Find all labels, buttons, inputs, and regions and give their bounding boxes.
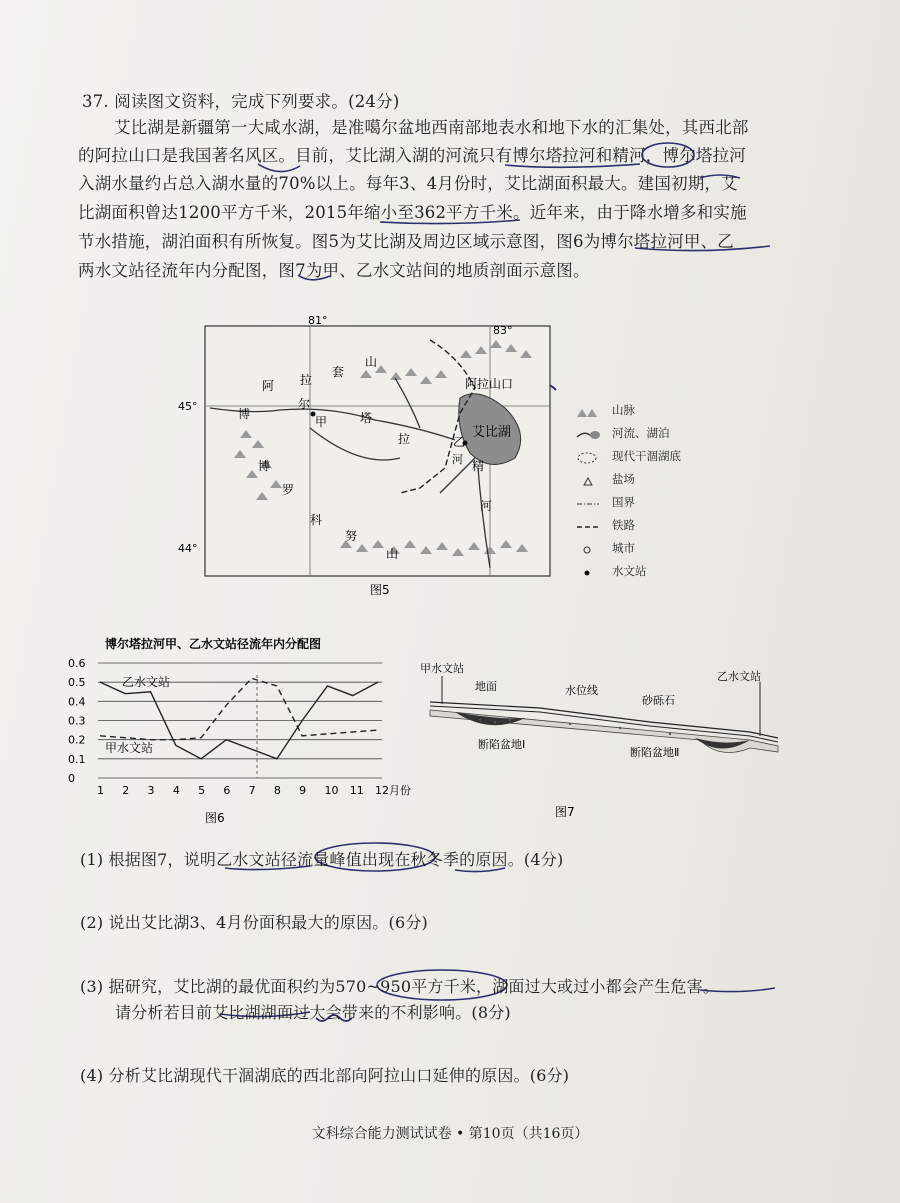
paragraph-line-1: 艾比湖是新疆第一大咸水湖，是准噶尔盆地西南部地表水和地下水的汇集处，其西北部 <box>114 118 749 137</box>
series-jia-label: 甲水文站 <box>105 741 154 755</box>
profile-label-basin1: 断陷盆地Ⅰ <box>478 738 526 751</box>
y-tick-label: 0 <box>68 772 75 785</box>
legend-dry-lakebed: 现代干涸湖底 <box>612 449 681 463</box>
y-tick-label: 0.2 <box>68 733 86 747</box>
label-shan-north: 山 <box>365 355 378 369</box>
salt-legend-icon <box>575 473 601 487</box>
label-jing-he: 河 <box>480 499 493 513</box>
label-alashankou: 阿拉山口 <box>465 377 514 391</box>
x-tick-label: 8 <box>273 784 281 797</box>
x-tick-label: 6 <box>223 784 231 797</box>
legend-railway: 铁路 <box>612 518 635 532</box>
lat-label-45: 45° <box>178 400 198 413</box>
label-hu-ke: 科 <box>310 513 323 527</box>
legend-river-lake: 河流、湖泊 <box>612 426 670 440</box>
x-tick-label: 3 <box>147 784 155 797</box>
x-tick-label: 9 <box>299 784 307 797</box>
station-legend-icon <box>575 565 601 579</box>
x-tick-label: 2 <box>122 784 130 797</box>
y-tick-label: 0.6 <box>68 657 86 670</box>
city-legend-icon <box>575 542 601 556</box>
runoff-chart <box>60 630 411 830</box>
lon-label-83: 83° <box>493 324 513 337</box>
paragraph-line-4: 比湖面积曾达1200平方千米，2015年缩小至362平方千米。近年来，由于降水增多和实施 <box>78 203 747 222</box>
page-footer: 文科综合能力测试试卷 • 第10页（共16页） <box>311 1126 589 1142</box>
chart-title: 博尔塔拉河甲、乙水文站径流年内分配图 <box>105 637 322 651</box>
x-tick-label: 1 <box>97 784 104 797</box>
label-river-la2: 拉 <box>398 432 411 446</box>
lon-label-81: 81° <box>308 314 328 327</box>
y-tick-label: 0.3 <box>68 714 86 728</box>
legend-border: 国界 <box>612 495 635 509</box>
subquestion-2: (2) 说出艾比湖3、4月份面积最大的原因。(6分) <box>80 913 428 932</box>
label-river-la: 拉 <box>300 373 313 387</box>
label-jing: 精 <box>472 459 485 473</box>
subquestion-3: (3) 据研究，艾比湖的最优面积约为570~950平方千米，湖面过大或过小都会产生危害。 <box>80 977 720 996</box>
paragraph-line-2: 的阿拉山口是我国著名风区。目前，艾比湖入湖的河流只有博尔塔拉河和精河，博尔塔拉河 <box>78 146 746 165</box>
profile-caption: 图7 <box>555 805 575 819</box>
subquestion-4: (4) 分析艾比湖现代干涸湖底的西北部向阿拉山口延伸的原因。(6分) <box>80 1066 570 1085</box>
mountain-legend-icon <box>575 404 601 418</box>
water-line <box>430 706 778 742</box>
chart-caption: 图6 <box>205 811 225 825</box>
series-yi-label: 乙水文站 <box>122 675 171 689</box>
paragraph-line-5: 节水措施，湖泊面积有所恢复。图5为艾比湖及周边区域示意图，图6为博尔塔拉河甲、乙 <box>78 232 734 251</box>
paragraph-line-3: 入湖水量约占总入湖水量的70%以上。每年3、4月份时，艾比湖面积最大。建国初期，艾 <box>78 174 738 193</box>
label-hu-nu: 努 <box>345 529 358 543</box>
label-river-a: 阿 <box>262 379 275 393</box>
paragraph-line-6: 两水文站径流年内分配图，图7为甲、乙水文站间的地质剖面示意图。 <box>78 261 590 280</box>
map-caption: 图5 <box>370 583 390 597</box>
river-legend-icon <box>575 427 601 441</box>
profile-label-gravel: 砂砾石 <box>642 694 675 707</box>
y-tick-label: 0.4 <box>68 695 86 709</box>
profile-label-basin2: 断陷盆地Ⅱ <box>630 746 680 759</box>
legend-station: 水文站 <box>612 564 647 578</box>
dry-lake-legend-icon <box>575 450 601 464</box>
y-tick-label: 0.5 <box>68 676 86 690</box>
circle-huiji <box>642 143 694 167</box>
x-tick-label: 4 <box>172 784 180 797</box>
label-he: 河 <box>452 453 463 466</box>
label-hu-bo: 博 <box>258 459 271 473</box>
label-tao: 套 <box>332 365 345 379</box>
x-tick-label: 10 <box>324 784 339 797</box>
legend-city: 城市 <box>612 541 635 555</box>
railway-legend-icon <box>575 519 601 533</box>
label-river-er: 尔 <box>298 397 311 411</box>
label-yi: 乙 <box>453 435 466 449</box>
profile-figure <box>420 660 790 825</box>
profile-label-yi: 乙水文站 <box>717 670 761 683</box>
profile-label-jia: 甲水文站 <box>420 662 464 675</box>
subquestion-3-cont: 请分析若目前艾比湖湖面过大会带来的不利影响。(8分) <box>115 1003 511 1022</box>
legend-salt-field: 盐场 <box>612 472 635 486</box>
label-hu-luo: 罗 <box>282 483 295 497</box>
underline-surface <box>505 164 640 167</box>
mark-fengqu <box>258 164 300 172</box>
question-title: 37. 阅读图文资料，完成下列要求。(24分) <box>82 92 400 111</box>
label-river-bo: 博 <box>238 407 251 421</box>
legend-mountain: 山脉 <box>612 403 635 417</box>
label-lake: 艾比湖 <box>472 425 512 440</box>
x-tick-label: 11 <box>349 784 364 797</box>
profile-label-water: 水位线 <box>565 684 598 697</box>
border-legend-icon <box>575 496 601 510</box>
subquestion-1: (1) 根据图7，说明乙水文站径流量峰值出现在秋冬季的原因。(4分) <box>80 850 564 869</box>
lat-label-44: 44° <box>178 542 198 555</box>
profile-label-ground: 地面 <box>475 680 497 693</box>
x-tick-label: 7 <box>248 784 256 797</box>
x-tick-label: 12月份 <box>375 784 411 797</box>
x-tick-label: 5 <box>198 784 206 797</box>
label-jia: 甲 <box>315 415 328 429</box>
label-river-ta: 塔 <box>360 411 373 425</box>
y-tick-label: 0.1 <box>68 752 86 766</box>
label-hu-shan: 山 <box>386 547 399 561</box>
